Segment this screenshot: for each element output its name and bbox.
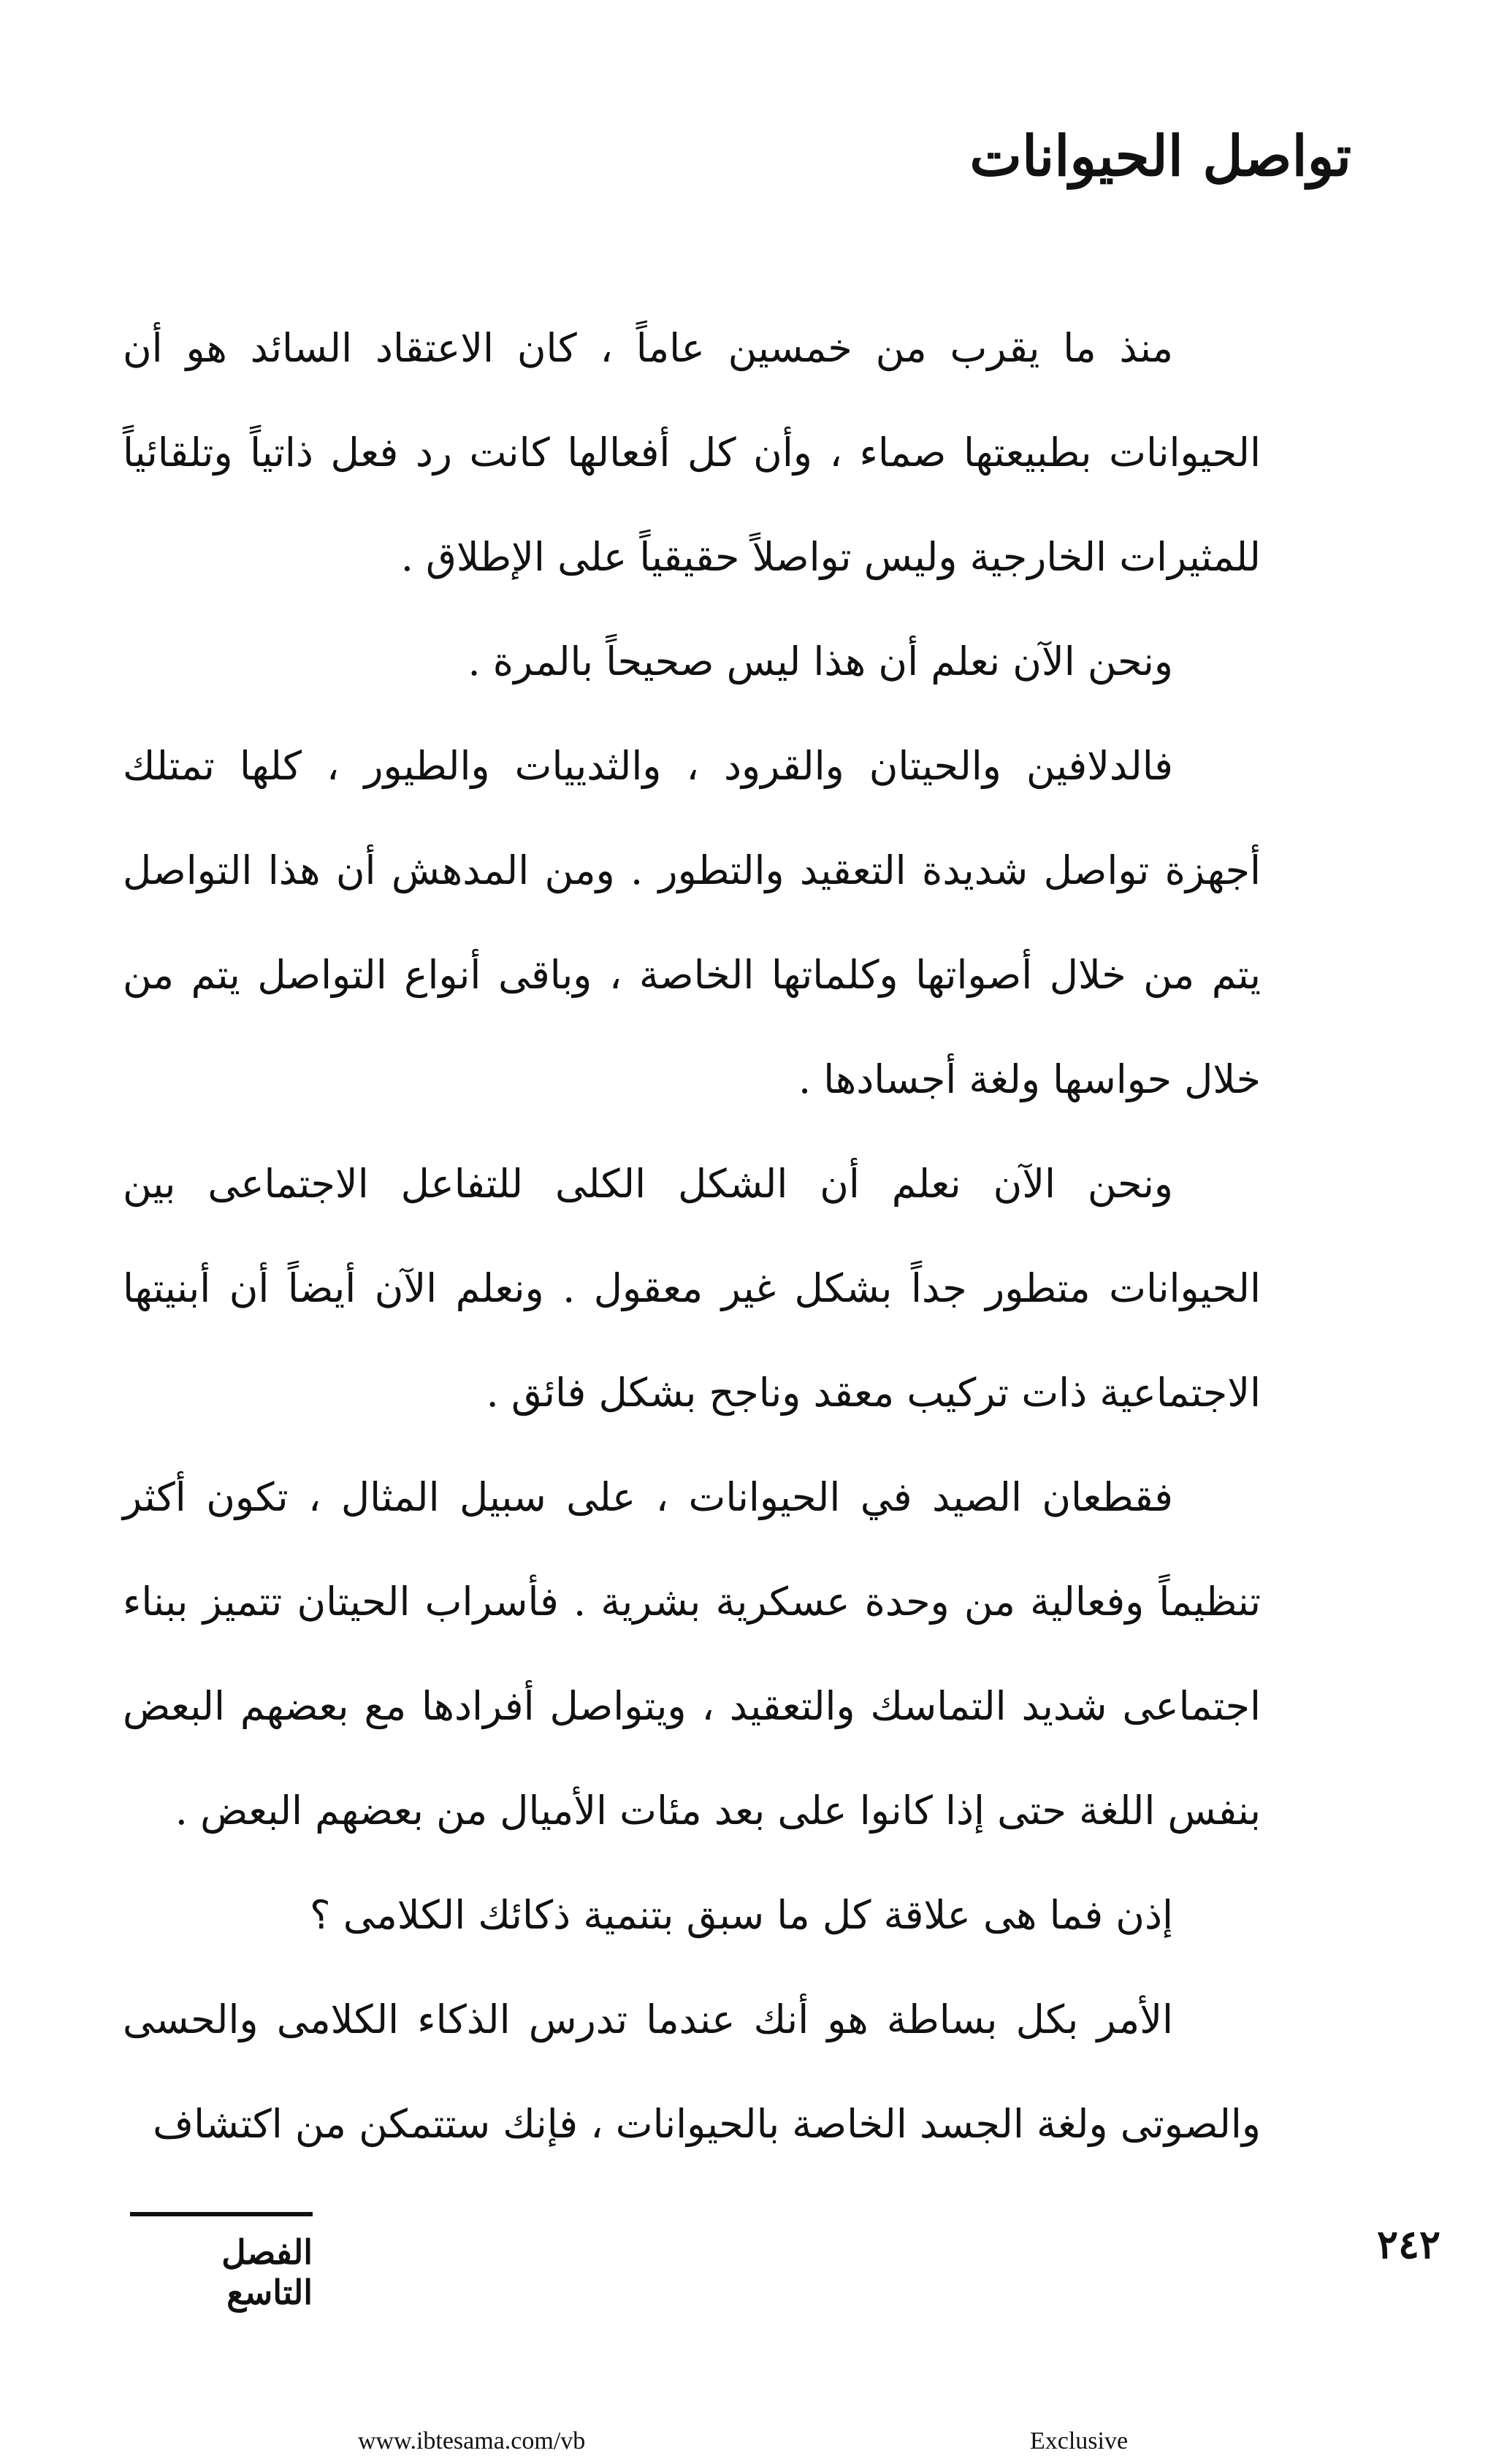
paragraph-6: إذن فما هى علاقة كل ما سبق بتنمية ذكائك الكلامى ؟ — [309, 1892, 1173, 1938]
paragraph-1: منذ ما يقرب من خمسين عاماً ، كان الاعتقاد السائد هو أن الحيوانات بطبيعتها صماء ، وأن كل أفعالها كانت رد فعل ذاتياً وتلقائياً للمثيرات الخارجية وليس تواصلاً حقيقياً على الإطلاق . — [123, 325, 1261, 580]
paragraph-4: ونحن الآن نعلم أن الشكل الكلى للتفاعل الاجتماعى بين الحيوانات متطور جداً بشكل غير معقول . ونعلم الآن أيضاً أن أبنيتها الاجتماعية ذات تركيب معقد وناجح بشكل فائق . — [123, 1161, 1261, 1416]
body-text — [123, 296, 1261, 2176]
watermark-exclusive-label: Exclusive — [1030, 2427, 1129, 2455]
paragraph-2: ونحن الآن نعلم أن هذا ليس صحيحاً بالمرة . — [468, 638, 1173, 684]
page-number: ٢٤٢ — [1376, 2221, 1440, 2267]
paragraph-3: فالدلافين والحيتان والقرود ، والثدييات والطيور ، كلها تمتلك أجهزة تواصل شديدة التعقيد والتطور . ومن المدهش أن هذا التواصل يتم من خلال أصواتها وكلماتها الخاصة ، وباقى أنواع التواصل يتم من خلال حواسها ولغة أجسادها . — [123, 743, 1261, 1102]
footer-chapter-label: الفصل التاسع — [130, 2212, 313, 2313]
watermark-url: www.ibtesama.com/vb — [358, 2427, 586, 2455]
paragraph-5: فقطعان الصيد في الحيوانات ، على سبيل المثال ، تكون أكثر تنظيماً وفعالية من وحدة عسكرية بشرية . فأسراب الحيتان تتميز ببناء اجتماعى شديد التماسك والتعقيد ، ويتواصل أفرادها مع بعضهم البعض بنفس اللغة حتى إذا كانوا على بعد مئات الأميال من بعضهم البعض . — [123, 1474, 1261, 1834]
chapter-section-title: تواصل الحيوانات — [969, 123, 1351, 188]
paragraph-7: الأمر بكل بساطة هو أنك عندما تدرس الذكاء الكلامى والحسى والصوتى ولغة الجسد الخاصة بالحيوانات ، فإنك ستتمكن من اكتشاف — [123, 1996, 1261, 2147]
